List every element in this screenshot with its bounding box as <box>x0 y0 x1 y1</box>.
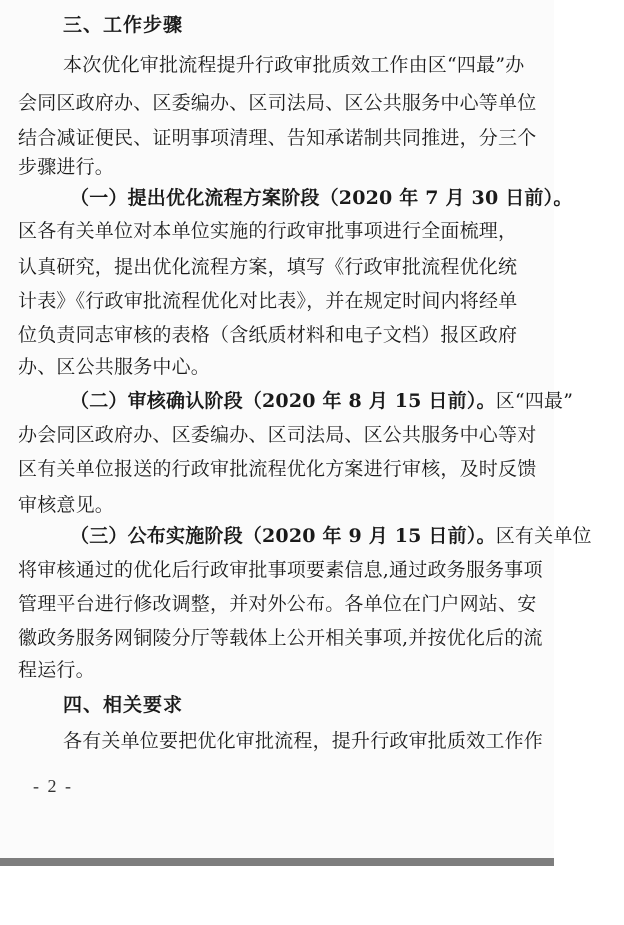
intro-line-1: 本次优化审批流程提升行政审批质效工作由区“四最”办 <box>63 54 525 76</box>
step1-line-1: 区各有关单位对本单位实施的行政审批事项进行全面梳理， <box>18 220 518 242</box>
step2-title-tail: 区“四最” <box>495 390 574 412</box>
step3-line-3: 徽政务服务网铜陵分厅等载体上公开相关事项,并按优化后的流 <box>18 627 543 649</box>
step1-line-3: 计表》《行政审批流程优化对比表》，并在规定时间内将经单 <box>18 290 518 312</box>
step1-title: （一）提出优化流程方案阶段（2020 年 7 月 30 日前）。 <box>70 187 573 209</box>
step2-line-2: 区有关单位报送的行政审批流程优化方案进行审核，及时反馈 <box>18 458 537 480</box>
step3-title-tail: 区有关单位 <box>495 525 592 547</box>
step3-title-line <box>70 523 624 549</box>
step1-line-2: 认真研究，提出优化流程方案，填写《行政审批流程优化统 <box>18 256 518 278</box>
blank-area <box>0 866 554 925</box>
step1-line-5: 办、区公共服务中心。 <box>18 356 211 378</box>
step2-line-1: 办会同区政府办、区委编办、区司法局、区公共服务中心等对 <box>18 424 537 446</box>
page-number: - 2 - <box>33 776 73 796</box>
intro-line-2: 会同区政府办、区委编办、区司法局、区公共服务中心等单位 <box>18 92 537 114</box>
intro-line-4: 步骤进行。 <box>18 156 115 178</box>
step3-line-4: 程运行。 <box>18 659 95 681</box>
intro-line-3: 结合减证便民、证明事项清理、告知承诺制共同推进，分三个 <box>18 127 537 149</box>
step3-title: （三）公布实施阶段（2020 年 9 月 15 日前）。 <box>70 525 496 547</box>
section-heading-requirements: 四、相关要求 <box>63 694 184 716</box>
page-bottom-divider <box>0 858 554 866</box>
step3-line-2: 管理平台进行修改调整，并对外公布。各单位在门户网站、安 <box>18 593 537 615</box>
step1-line-4: 位负责同志审核的表格（含纸质材料和电子文档）报区政府 <box>18 324 518 346</box>
step2-title: （二）审核确认阶段（2020 年 8 月 15 日前）。 <box>70 390 496 412</box>
step3-line-1: 将审核通过的优化后行政审批事项要素信息,通过政务服务事项 <box>18 559 543 581</box>
section4-line-1: 各有关单位要把优化审批流程，提升行政审批质效工作作 <box>63 730 544 752</box>
section-heading-work-steps: 三、工作步骤 <box>63 14 184 36</box>
step2-title-line <box>70 388 624 414</box>
step2-line-3: 审核意见。 <box>18 494 115 516</box>
